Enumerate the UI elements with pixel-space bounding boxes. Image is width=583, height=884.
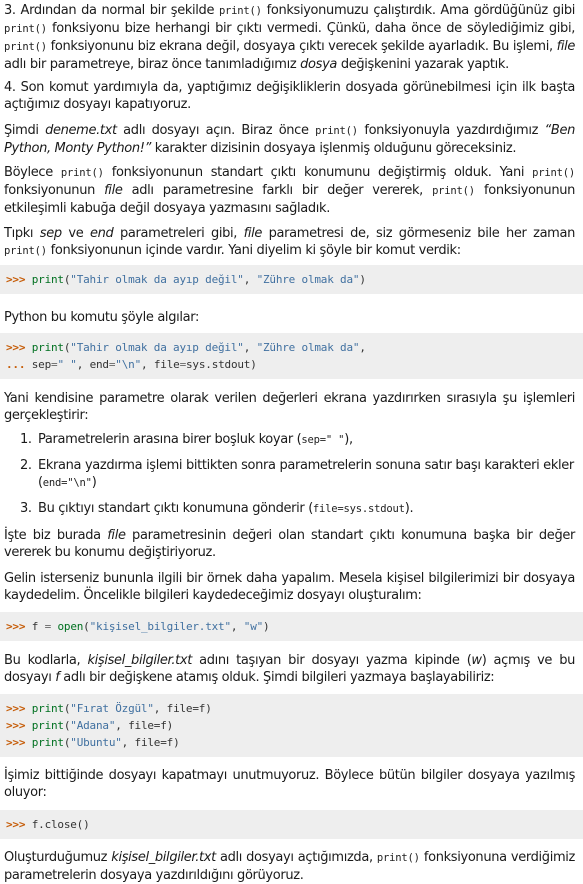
paragraph-open-file: Şimdi deneme.txt adlı dosyayı açın. Biraz önce print() fonksiyonuyla yazdırdığımız “Ben Python, Monty Python!” karakter dizisinin dosyaya işlenmiş olduğunu göreceksiniz. bbox=[4, 123, 575, 156]
code-block-open-file: >>> f = open("kişisel_bilgiler.txt", "w") bbox=[0, 612, 583, 641]
paragraph-write-mode: Bu kodlarla, kişisel_bilgiler.txt adını taşıyan bir dosyayı yazma kipinde (w) açmış ve bu dosyayı f adlı bir değişkene atamış olduk. Şimdi bilgileri yazmaya başlayabiliriz: bbox=[4, 653, 575, 685]
paragraph-result: Oluşturduğumuz kişisel_bilgiler.txt adlı dosyayı açtığımızda, print() fonksiyonuna verdiğimiz parametrelerin dosyaya yazdırıldığını görüyoruz. bbox=[4, 850, 575, 883]
code-block-print-example: >>> print("Tahir olmak da ayıp değil", "Zühre olmak da") bbox=[0, 265, 583, 294]
code-block-print-expanded: >>> print("Tahir olmak da ayıp değil", "Zühre olmak da", ... sep=" ", end="\n", file=sys.stdout) bbox=[0, 333, 583, 379]
paragraph-step-3: 3. Ardından da normal bir şekilde print() fonksiyonumuzu çalıştırdık. Ama gördüğünüz gibi print() fonksiyonu bize herhangi bir çıktı vermedi. Çünkü, daha önce de söylediğimiz gibi, print() fonksiyonunu biz ekrana değil, dosyaya çıktı verecek şekilde ayarladık. Bu işlemi, file adlı bir parametreye, biraz önce tanımladığımız dosya değişkenini yazarak yaptık. bbox=[4, 3, 576, 72]
document-page: 3. Ardından da normal bir şekilde print() fonksiyonumuzu çalıştırdık. Ama gördüğünüz gibi print() fonksiyonu bize herhangi bir çıktı vermedi. Çünkü, daha önce de söylediğimiz gibi, print() fonksiyonunu biz ekrana değil, dosyaya çıktı verecek şekilde ayarladık. Bu işlemi, file adlı bir parametreye, biraz önce tanımladığımız dosya değişkenini yazarak yaptık. 4. Son komut yardımıyla da, yaptığımız değişikliklerin dosyada görünebilmesi için ilk başta açtığımız dosyayı kapatıyoruz. Şimdi deneme.txt adlı dosyayı açın. Biraz önce print() fonksiyonuyla yazdırdığımız “Ben Python, Monty Python!” karakter dizisinin dosyaya işlenmiş olduğunu göreceksiniz. Böylece print() fonksiyonunun standart çıktı konumunu değiştirmiş olduk. Yani print() fonksiyonunun file adlı parametresine farklı bir değer vererek, print() fonksiyonunun etkileşimli kabuğa değil dosyaya yazmasını sağladık. Tıpkı sep ve end parametreleri gibi, file parametresi de, siz görmeseniz bile her zaman print() fonksiyonunun içinde vardır. Yani diyelim ki şöyle bir komut verdik: >>> print("Tahir olmak da ayıp değil", "Zühre olmak da") Python bu komutu şöyle algılar: >>> print("Tahir olmak da ayıp değil", "Zühre olmak da", ... sep=" ", end="\n", file=sys.stdout) Yani kendisine parametre olarak verilen değerleri ekrana yazdırırken sırasıyla şu işlemleri gerçekleştirir: 1. Parametrelerin arasına birer boşluk koyar (sep=" "), 2. Ekrana yazdırma işlemi bittikten sonra parametrelerin sonuna satır başı karakteri ekler (end="\n") 3. Bu çıktıyı standart çıktı konumuna gönderir (file=sys.stdout). İşte biz burada file parametresinin değeri olan standart çıktı konumuna başka bir değer vererek bu konumu değiştiriyoruz. Gelin isterseniz bununla ilgili bir örnek daha yapalım. Mesela kişisel bilgilerimizi bir dosyaya kaydedelim. Öncelikle bilgileri kaydedeceğimiz dosyayı oluşturalım: >>> f = open("kişisel_bilgiler.txt", "w") Bu kodlarla, kişisel_bilgiler.txt adını taşıyan bir dosyayı yazma kipinde (w) açmış ve bu dosyayı f adlı bir değişkene atamış olduk. Şimdi bilgileri yazmaya başlayabiliriz: >>> print("Fırat Özgül", file=f) >>> print("Adana", file=f) >>> print("Ubuntu", file=f) İşimiz bittiğinde dosyayı kapatmayı unutmuyoruz. Böylece bütün bilgiler dosyaya yazılmış oluyor: >>> f.close() Oluşturduğumuz kişisel_bilgiler.txt adlı dosyayı açtığımızda, print() fonksiyonuna verdiğimiz parametrelerin dosyaya yazdırıldığını görüyoruz. bbox=[0, 0, 583, 883]
paragraph-change-location: İşte biz burada file parametresinin değeri olan standart çıktı konumuna başka bir değer vererek bu konumu değiştiriyoruz. bbox=[4, 528, 575, 560]
paragraph-close-file: İşimiz bittiğinde dosyayı kapatmayı unutmuyoruz. Böylece bütün bilgiler dosyaya yazılmış oluyor: bbox=[4, 768, 575, 800]
paragraph-steps-intro: Yani kendisine parametre olarak verilen değerleri ekrana yazdırırken sırasıyla şu işlemleri gerçekleştirir: bbox=[4, 391, 575, 423]
code-block-close: >>> f.close() bbox=[0, 810, 583, 839]
paragraph-output-location: Böylece print() fonksiyonunun standart çıktı konumunu değiştirmiş olduk. Yani print() fonksiyonunun file adlı parametresine farklı bir değer vererek, print() fonksiyonunun etkileşimli kabuğa değil dosyaya yazmasını sağladık. bbox=[4, 165, 576, 216]
code-block-write-info: >>> print("Fırat Özgül", file=f) >>> print("Adana", file=f) >>> print("Ubuntu", file=f) bbox=[0, 694, 583, 757]
paragraph-file-parameter: Tıpkı sep ve end parametreleri gibi, file parametresi de, siz görmeseniz bile her zaman print() fonksiyonunun içinde vardır. Yani diyelim ki şöyle bir komut verdik: bbox=[4, 226, 575, 258]
paragraph-step-4: 4. Son komut yardımıyla da, yaptığımız değişikliklerin dosyada görünebilmesi için ilk başta açtığımız dosyayı kapatıyoruz. bbox=[4, 80, 575, 112]
paragraph-python-interprets: Python bu komutu şöyle algılar: bbox=[4, 310, 200, 325]
paragraph-another-example: Gelin isterseniz bununla ilgili bir örnek daha yapalım. Mesela kişisel bilgilerimizi bir dosyaya kaydedelim. Öncelikle bilgileri kaydedeceğimiz dosyayı oluşturalım: bbox=[4, 571, 575, 603]
